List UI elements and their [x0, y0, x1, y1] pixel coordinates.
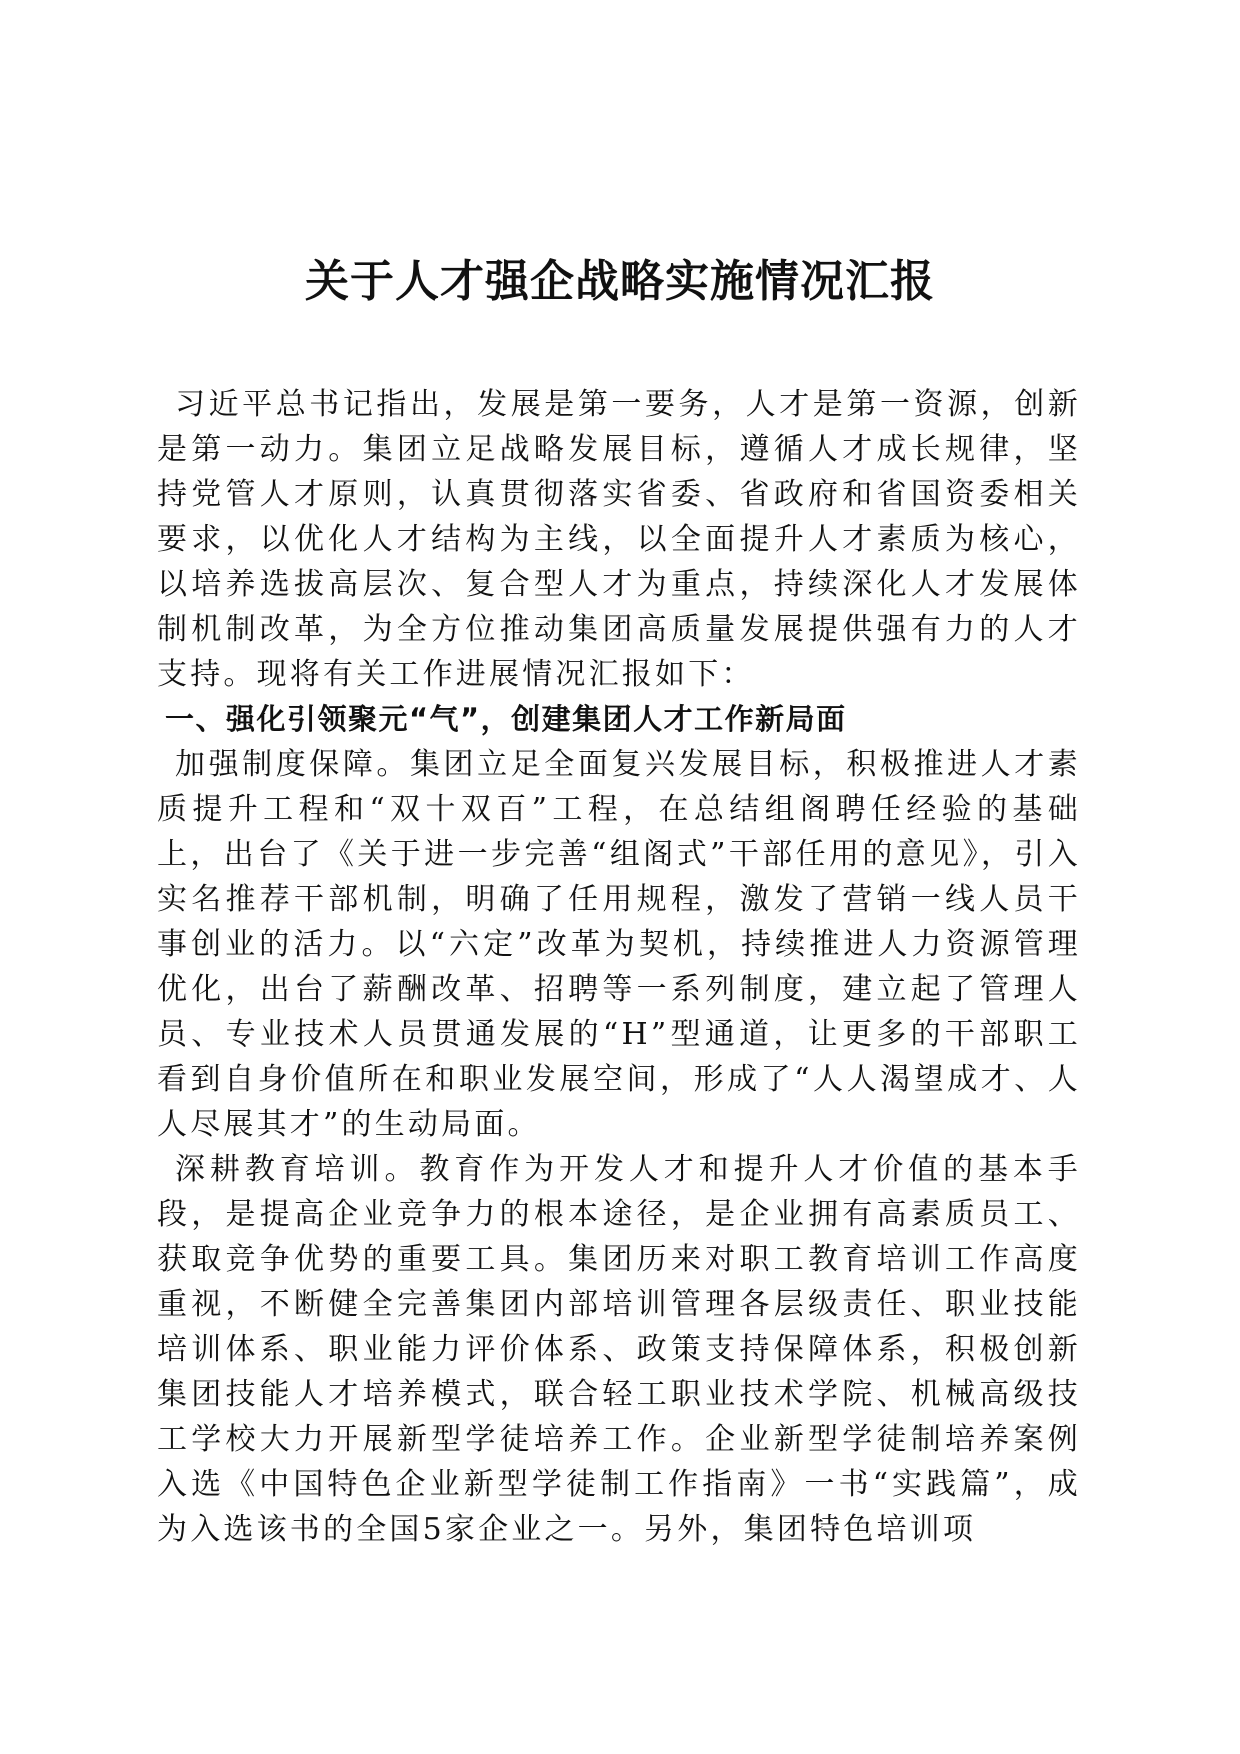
document-body	[157, 382, 1081, 1552]
intro-paragraph: 习近平总书记指出，发展是第一要务，人才是第一资源，创新是第一动力。集团立足战略发展目标，遵循人才成长规律，坚持党管人才原则，认真贯彻落实省委、省政府和省国资委相关要求，以优化人才结构为主线，以全面提升人才素质为核心，以培养选拔高层次、复合型人才为重点，持续深化人才发展体制机制改革，为全方位推动集团高质量发展提供强有力的人才支持。现将有关工作进展情况汇报如下：	[157, 387, 1081, 692]
section-heading: 一、强化引领聚元“气”，创建集团人才工作新局面	[165, 702, 847, 736]
paragraph-education-training: 深耕教育培训。教育作为开发人才和提升人才价值的基本手段，是提高企业竞争力的根本途径，是企业拥有高素质员工、获取竞争优势的重要工具。集团历来对职工教育培训工作高度重视，不断健全完善集团内部培训管理各层级责任、职业技能培训体系、职业能力评价体系、政策支持保障体系，积极创新集团技能人才培养模式，联合轻工职业技术学院、机械高级技工学校大力开展新型学徒培养工作。企业新型学徒制培养案例入选《中国特色企业新型学徒制工作指南》一书“实践篇”，成为入选该书的全国5家企业之一。另外，集团特色培训项	[157, 1152, 1081, 1547]
paragraph-institutional-guarantee: 加强制度保障。集团立足全面复兴发展目标，积极推进人才素质提升工程和“双十双百”工程，在总结组阁聘任经验的基础上，出台了《关于进一步完善“组阁式”干部任用的意见》，引入实名推荐干部机制，明确了任用规程，激发了营销一线人员干事创业的活力。以“六定”改革为契机，持续推进人力资源管理优化，出台了薪酬改革、招聘等一系列制度，建立起了管理人员、专业技术人员贯通发展的“H”型通道，让更多的干部职工看到自身价值所在和职业发展空间，形成了“人人渴望成才、人人尽展其才”的生动局面。	[157, 747, 1081, 1142]
document-title: 关于人才强企战略实施情况汇报	[305, 256, 935, 307]
